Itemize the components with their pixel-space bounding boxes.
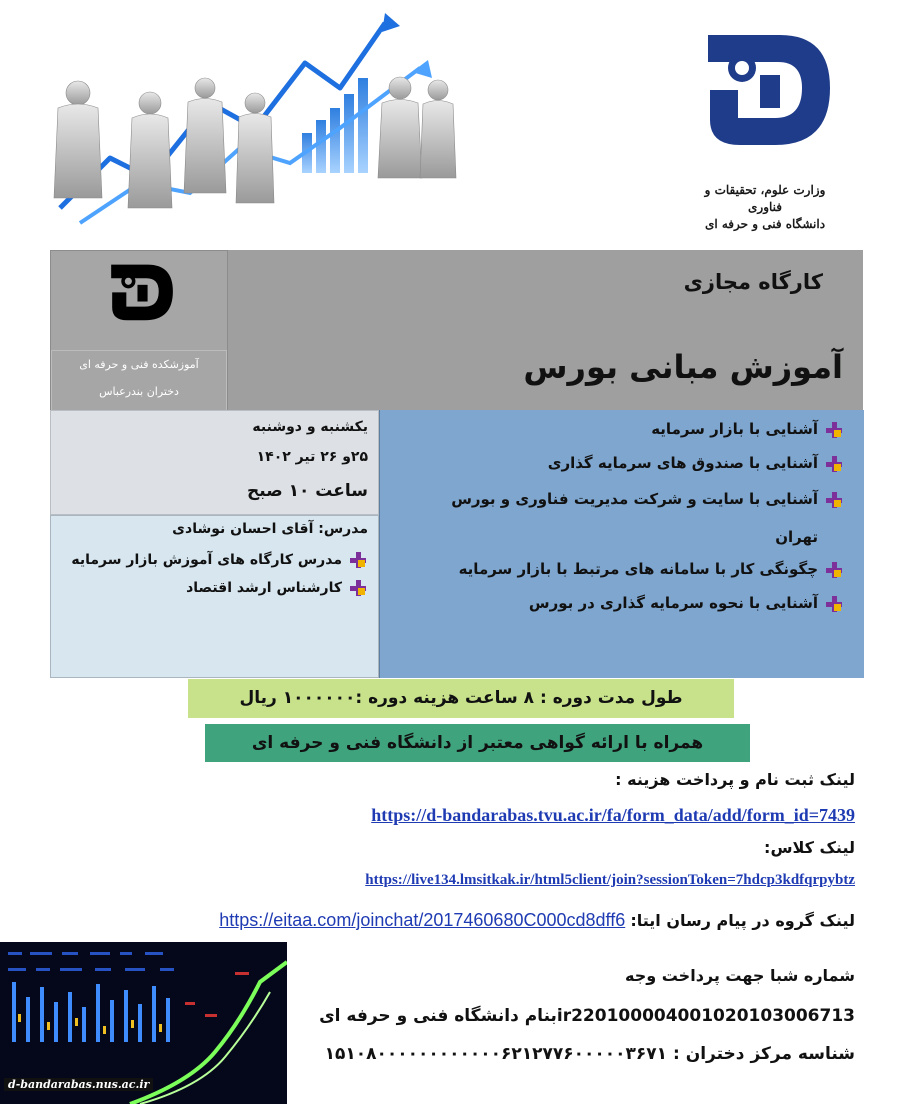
register-link-label: لینک ثبت نام و پرداخت هزینه : bbox=[615, 770, 855, 789]
topics-box bbox=[379, 410, 864, 678]
sheba-number: ir220100004001020103006713بنام دانشگاه فنی و حرفه ای bbox=[319, 1006, 855, 1026]
workshop-header-band bbox=[50, 250, 863, 410]
topic-item: آشنایی با نحوه سرمایه گذاری در بورس bbox=[529, 594, 842, 612]
topic-item-continued: تهران bbox=[775, 528, 818, 546]
topic-item: آشنایی با سایت و شرکت مدیریت فناوری و بورس bbox=[451, 490, 842, 508]
university-logo-icon bbox=[690, 20, 840, 190]
teacher-box bbox=[50, 515, 379, 678]
bullet-icon bbox=[350, 552, 366, 568]
bullet-icon bbox=[826, 596, 842, 612]
ministry-caption-line2: دانشگاه فنی و حرفه ای bbox=[704, 217, 826, 231]
school-box bbox=[50, 250, 228, 413]
workshop-type: کارگاه مجازی bbox=[683, 270, 823, 294]
ministry-caption-line1: وزارت علوم، تحقیقات و فناوری bbox=[704, 183, 826, 214]
topic-item: آشنایی با بازار سرمایه bbox=[651, 420, 842, 438]
school-name-line2: دختران بندرعباس bbox=[99, 385, 179, 398]
duration-cost-banner: طول مدت دوره : ۸ ساعت هزینه دوره :۱۰۰۰۰۰۰ ریال bbox=[188, 679, 734, 718]
schedule-box bbox=[50, 410, 379, 515]
school-logo-icon bbox=[95, 257, 185, 343]
bullet-icon bbox=[826, 422, 842, 438]
school-name bbox=[51, 350, 227, 412]
school-name-line1: آموزشکده فنی و حرفه ای bbox=[79, 358, 199, 371]
bullet-icon bbox=[826, 492, 842, 508]
sheba-label: شماره شبا جهت پرداخت وجه bbox=[624, 966, 855, 985]
business-growth-illustration bbox=[40, 8, 460, 233]
certificate-banner: همراه با ارائه گواهی معتبر از دانشگاه فنی و حرفه ای bbox=[205, 724, 750, 762]
site-watermark: d-bandarabas.nus.ac.ir bbox=[4, 1078, 153, 1091]
eitaa-row bbox=[219, 910, 855, 931]
bullet-icon bbox=[826, 456, 842, 472]
eitaa-link-label: لینک گروه در پیام رسان ایتا: bbox=[630, 911, 855, 930]
teacher-credential: مدرس کارگاه های آموزش بازار سرمایه bbox=[71, 552, 366, 568]
class-link[interactable]: https://live134.lmsitkak.ir/html5client/join?sessionToken=7hdcp3kdfqrpybtz bbox=[365, 872, 855, 888]
bullet-icon bbox=[350, 580, 366, 596]
teacher-credential: کارشناس ارشد اقتصاد bbox=[186, 580, 366, 596]
topic-item: چگونگی کار با سامانه های مرتبط با بازار سرمایه bbox=[459, 560, 842, 578]
eitaa-link[interactable]: https://eitaa.com/joinchat/2017460680C000cd8dff6 bbox=[219, 910, 626, 930]
topic-item: آشنایی با صندوق های سرمایه گذاری bbox=[548, 454, 842, 472]
bullet-icon bbox=[826, 562, 842, 578]
ministry-caption bbox=[690, 182, 840, 233]
schedule-dates: ۲۵و ۲۶ تیر ۱۴۰۲ bbox=[256, 449, 368, 465]
class-link-label: لینک کلاس: bbox=[764, 838, 855, 857]
schedule-days: یکشنبه و دوشنبه bbox=[252, 419, 368, 435]
workshop-title: آموزش مبانی بورس bbox=[523, 348, 843, 386]
register-link[interactable]: https://d-bandarabas.tvu.ac.ir/fa/form_data/add/form_id=7439 bbox=[371, 805, 855, 825]
center-id: شناسه مرکز دختران : ۱۵۱۰۸۰۰۰۰۰۰۰۰۰۰۰۰۶۲۱۲۷۷۶۰۰۰۰۰۳۶۷۱ bbox=[324, 1044, 855, 1064]
schedule-time: ساعت ۱۰ صبح bbox=[247, 481, 368, 501]
teacher-name: مدرس: آقای احسان نوشادی bbox=[172, 521, 368, 537]
